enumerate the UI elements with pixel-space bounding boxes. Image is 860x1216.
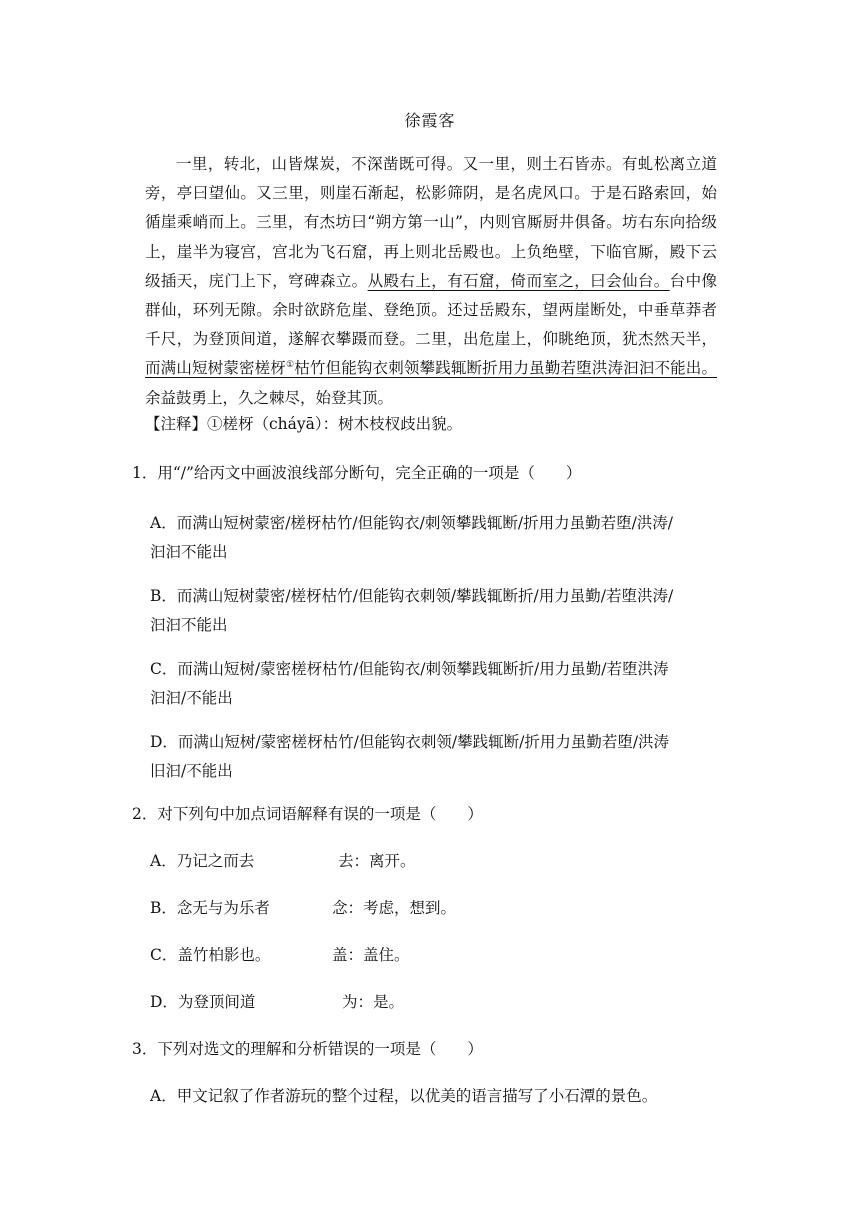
question-2-option-c-explanation: 盖：盖住。 <box>332 946 410 964</box>
wavy-underline-sentence-2a: 而满山短树蒙密槎枒①枯竹但能钩衣刺领攀践辄断折用力虽勤若堕洪涛汩汩不能出。 <box>145 359 717 378</box>
question-1-stem: 1．用“/”给丙文中画波浪线部分断句，完全正确的一项是（ ） <box>132 464 582 482</box>
question-2-option-b[interactable]: B．念无与为乐者 <box>150 899 270 917</box>
passage-body <box>145 150 717 413</box>
question-1-option-c[interactable]: C．而满山短树/蒙密槎枒枯竹/但能钩衣/刺领攀践辄断折/用力虽勤/若堕洪涛 汩汩/不能出 <box>150 660 669 707</box>
question-2-option-a[interactable]: A．乃记之而去 <box>150 852 255 870</box>
question-2-option-a-explanation: 去：离开。 <box>338 852 416 870</box>
question-3-option-a[interactable]: A．甲文记叙了作者游玩的整个过程，以优美的语言描写了小石潭的景色。 <box>150 1087 658 1105</box>
question-2-option-c[interactable]: C．盖竹柏影也。 <box>150 946 271 964</box>
question-1-option-b[interactable]: B．而满山短树蒙密/槎枒枯竹/但能钩衣刺领/攀践辄断折/用力虽勤/若堕洪涛/ 汩汩不能出 <box>150 587 674 634</box>
passage-text-2: 台中像群仙，环列无隙。余时欲跻危崖、登绝顶。还过岳殿东，望两崖断处，中垂草莽者千尺，为登顶间道，遂解衣攀蹑而登。二里，出危崖上，仰眺绝顶，犹杰然天半， <box>145 271 717 349</box>
passage-text-3: 余益鼓勇上，久之棘尽，始登其顶。 <box>145 388 394 407</box>
wavy-underline-sentence-1: 从殿右上，有石窟，倚而室之，曰会仙台。 <box>367 271 670 290</box>
question-3-stem: 3．下列对选文的理解和分析错误的一项是（ ） <box>132 1040 483 1058</box>
question-1-option-d[interactable]: D．而满山短树/蒙密槎枒枯竹/但能钩衣刺领/攀践辄断/折用力虽勤若堕/洪涛 旧汩/不能出 <box>150 733 670 780</box>
question-2-option-d-explanation: 为：是。 <box>342 993 405 1011</box>
question-2-option-b-explanation: 念：考虑，想到。 <box>332 899 457 917</box>
footnote-marker: ① <box>285 360 295 371</box>
question-2-stem: 2．对下列句中加点词语解释有误的一项是（ ） <box>132 805 483 823</box>
passage-text-1: 一里，转北，山皆煤炭，不深凿既可得。又一里，则土石皆赤。有虬松离立道旁，亭曰望仙。又三里，则崖石渐起，松影筛阴，是名虎风口。于是石路索回，始循崖乘峭而上。三里，有杰坊曰“朔方第一山”，内则官厮厨井俱备。坊右东向拾级上，崖半为寝宫，宫北为飞石窟，再上则北岳殿也。上负绝壁，下临官厮，殿下云级插天，庑门上下，穹碑森立。 <box>145 155 717 290</box>
question-2-option-d[interactable]: D．为登顶间道 <box>150 993 256 1011</box>
passage-title: 徐霞客 <box>404 111 456 130</box>
annotation-note: 【注释】①槎枒（cháyā）：树木枝杈歧出貌。 <box>145 415 463 433</box>
passage-paragraph <box>145 150 717 413</box>
question-1-option-a[interactable]: A．而满山短树蒙密/槎枒枯竹/但能钩衣/刺领攀践辄断/折用力虽勤若堕/洪涛/ 汩汩不能出 <box>150 514 674 561</box>
